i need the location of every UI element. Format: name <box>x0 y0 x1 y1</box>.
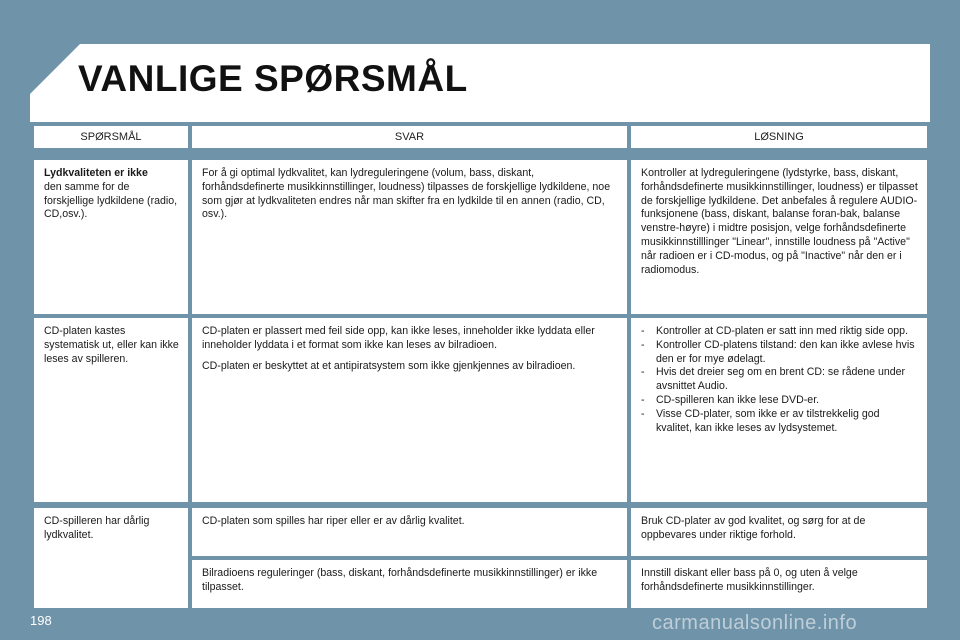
row1-question-bold: Lydkvaliteten er ikke <box>44 167 148 179</box>
row2-answer <box>192 318 627 502</box>
row1-answer-text: For å gi optimal lydkvalitet, kan lydreguleringene (volum, bass, diskant, forhåndsdefinerte musikkinnstillinger, loudness) tilpasses de forskjellige lydkildene, noe som gjør at lydkvaliteten endres når man skifter fra en lydkilde til en annen (radio, CD, osv.). <box>202 167 611 221</box>
list-item: - Hvis det dreier seg om en brent CD: se rådene under avsnittet Audio. <box>641 366 918 394</box>
list-item: - CD-spilleren kan ikke lese DVD-er. <box>641 394 918 408</box>
row1-solution-text: Kontroller at lydreguleringene (lydstyrke, bass, diskant, forhåndsdefinerte musikkinnstillinger, loudness) er tilpasset de forskjellige lydkildene. Det anbefales å regulere AUDIO-funksjonene (bass, diskant, balanse foran-bak, balanse venstre-høyre) i midtre posisjon, velge forhåndsdefinerte musikkinnstilllinger "Linear", innstille loudness på "Active" når radioen er i CD-modus, og på "Inactive" når den er i radiomodus. <box>641 167 918 276</box>
row3-solution-a-text: Bruk CD-plater av god kvalitet, og sørg for at de oppbevares under riktige forhold. <box>641 515 866 541</box>
row3-question-text: CD-spilleren har dårlig lydkvalitet. <box>44 515 150 541</box>
row3-solution-a <box>631 508 927 556</box>
list-item: - Kontroller CD-platens tilstand: den kan ikke avlese hvis den er for mye ødelagt. <box>641 339 918 367</box>
row2-question-text: CD-platen kastes systematisk ut, eller kan ikke leses av spilleren. <box>44 325 179 365</box>
header-solution: LØSNING <box>631 126 927 148</box>
row1-solution <box>631 160 927 314</box>
row2-question <box>34 318 188 502</box>
row3-answer-a <box>192 508 627 556</box>
row3-answer-a-text: CD-platen som spilles har riper eller er av dårlig kvalitet. <box>202 515 465 527</box>
row3-solution-b-text: Innstill diskant eller bass på 0, og uten å velge forhåndsdefinerte musikkinnstillinger. <box>641 567 858 593</box>
row1-answer <box>192 160 627 314</box>
row1-question <box>34 160 188 314</box>
row2-answer-p1: CD-platen er plassert med feil side opp, kan ikke leses, inneholder ikke lyddata eller inneholder lyddata i et format som ikke kan leses av bilradioen. <box>202 325 595 351</box>
list-item: - Kontroller at CD-platen er satt inn med riktig side opp. <box>641 325 918 339</box>
row2-solution <box>631 318 927 502</box>
header-question: SPØRSMÅL <box>34 126 188 148</box>
row1-question-rest: den samme for de forskjellige lydkildene (radio, CD,osv.). <box>44 180 178 221</box>
list-item: - Visse CD-plater, som ikke er av tilstrekkelig god kvalitet, kan ikke leses av lydsystemet. <box>641 408 918 436</box>
row2-answer-p2: CD-platen er beskyttet at et antipiratsystem som ikke gjenkjennes av bilradioen. <box>202 359 576 372</box>
row3-solution-b <box>631 560 927 608</box>
row3-answer-b <box>192 560 627 608</box>
watermark-text: carmanualsonline.info <box>652 612 858 634</box>
row2-solution-list <box>641 325 918 435</box>
row3-answer-b-text: Bilradioens reguleringer (bass, diskant, forhåndsdefinerte musikkinnstillinger) er ikke tilpasset. <box>202 567 598 593</box>
page-title: VANLIGE SPØRSMÅL <box>78 58 468 99</box>
header-answer: SVAR <box>192 126 627 148</box>
row3-question <box>34 508 188 608</box>
page-number: 198 <box>30 613 52 628</box>
